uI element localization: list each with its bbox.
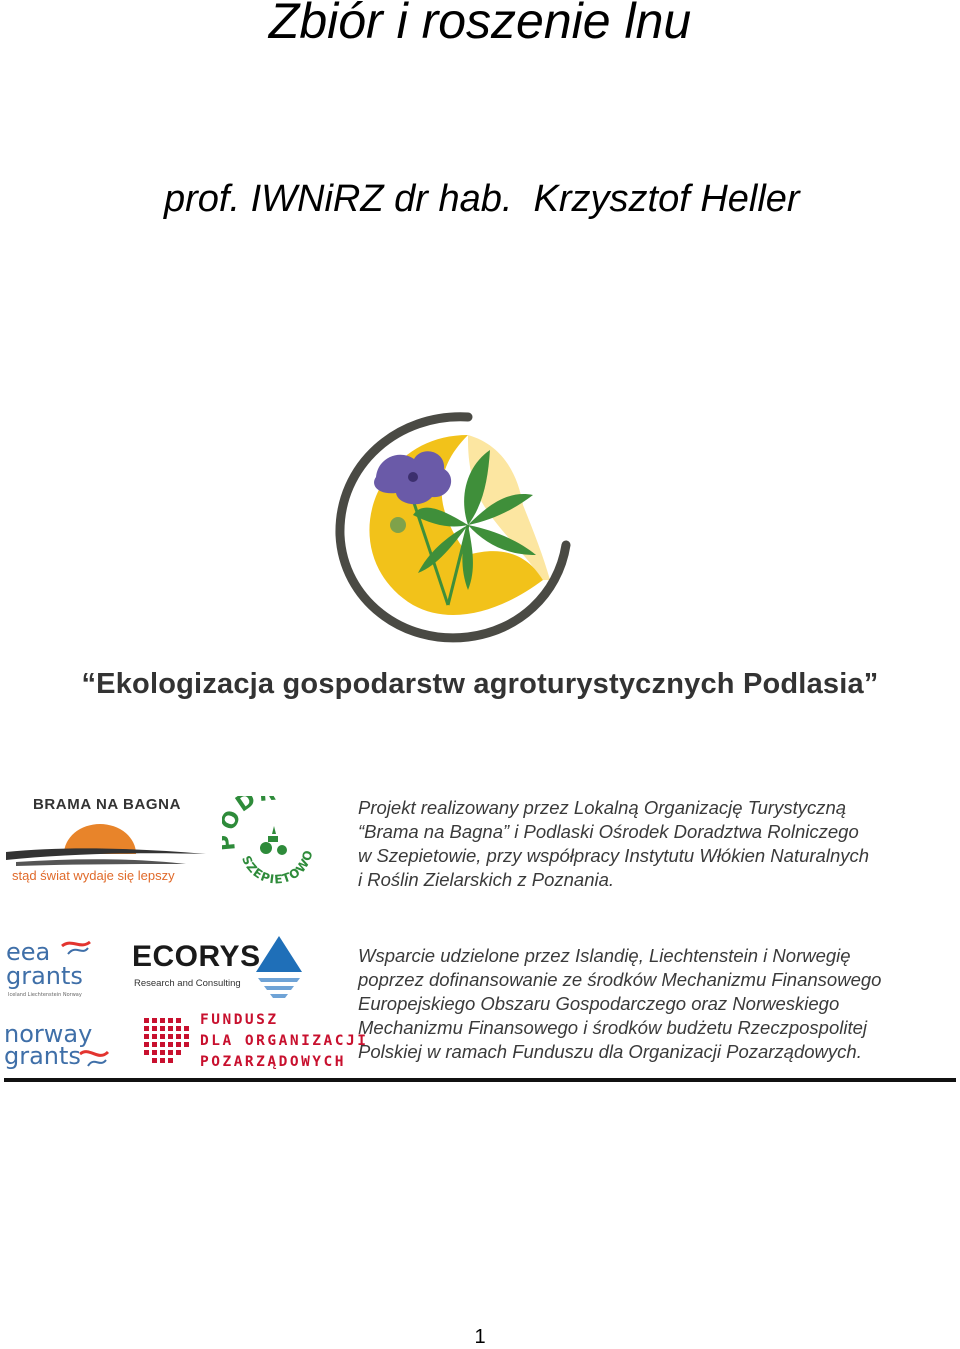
- support-info-line: Wsparcie udzielone przez Islandię, Liechtenstein i Norwegię: [358, 945, 851, 966]
- eea-grants-logo: [6, 936, 116, 1002]
- support-info-line: Europejskiego Obszaru Gospodarczego oraz Norweskiego: [358, 993, 840, 1014]
- ecorys-subtitle: Research and Consulting: [134, 978, 241, 989]
- norway-swoosh-icon: [80, 1052, 108, 1056]
- project-logo: [318, 405, 578, 645]
- support-info-text: [358, 944, 958, 1064]
- support-info-line: Mechanizmu Finansowego i środków budżetu Rzeczpospolitej: [358, 1017, 868, 1038]
- fundusz-line: POZARZĄDOWYCH: [200, 1054, 346, 1070]
- document-title: Zbiór i roszenie lnu: [268, 0, 692, 49]
- podr-szepietowo-logo: [222, 796, 322, 890]
- norway-text: norway: [4, 1020, 93, 1048]
- brama-logo-slogan: stąd świat wydaje się lepszy: [12, 868, 175, 883]
- norway-grants-text: grants: [4, 1042, 81, 1070]
- eea-text: eea: [6, 938, 51, 966]
- ecorys-name: ECORYS: [132, 940, 261, 973]
- eea-swoosh-icon: [62, 942, 90, 946]
- project-title: “Ekologizacja gospodarstw agroturystycznych Podlasia”: [81, 668, 879, 700]
- project-info-line: w Szepietowie, przy współpracy Instytutu Włókien Naturalnych: [358, 845, 870, 866]
- grants-text: grants: [6, 962, 83, 990]
- podr-text: D: [231, 796, 263, 818]
- ecorys-triangle-icon: [256, 936, 302, 972]
- brama-logo-name: BRAMA NA BAGNA: [32, 796, 182, 813]
- author-line: prof. IWNiRZ dr hab. Krzysztof Heller: [164, 178, 800, 220]
- eea-tagline: Iceland Liechtenstein Norway: [8, 992, 82, 998]
- support-info-line: Polskiej w ramach Funduszu dla Organizacji Pozarządowych.: [358, 1041, 862, 1062]
- fundusz-text: [200, 1010, 368, 1073]
- support-info-line: poprzez dofinansowanie ze środków Mechanizmu Finansowego: [358, 969, 882, 990]
- project-info-line: “Brama na Bagna” i Podlaski Ośrodek Doradztwa Rolniczego: [358, 821, 859, 842]
- project-info-text: [358, 796, 958, 892]
- norway-grants-logo: [4, 1018, 114, 1078]
- project-info-line: i Roślin Zielarskich z Poznania.: [358, 869, 615, 890]
- fundusz-line: DLA ORGANIZACJI: [200, 1033, 369, 1049]
- fundusz-logo: [140, 1010, 369, 1074]
- page-number: 1: [474, 1326, 486, 1348]
- ecorys-logo: [132, 936, 307, 1006]
- brama-na-bagna-logo: [6, 796, 206, 888]
- fundusz-line: FUNDUSZ: [200, 1012, 279, 1028]
- szepietowo-text: SZEPIETOWO: [238, 848, 316, 887]
- project-info-line: Projekt realizowany przez Lokalną Organizację Turystyczną: [358, 797, 847, 818]
- fundusz-dots-icon: [140, 1014, 194, 1070]
- footer-divider: [4, 1078, 956, 1082]
